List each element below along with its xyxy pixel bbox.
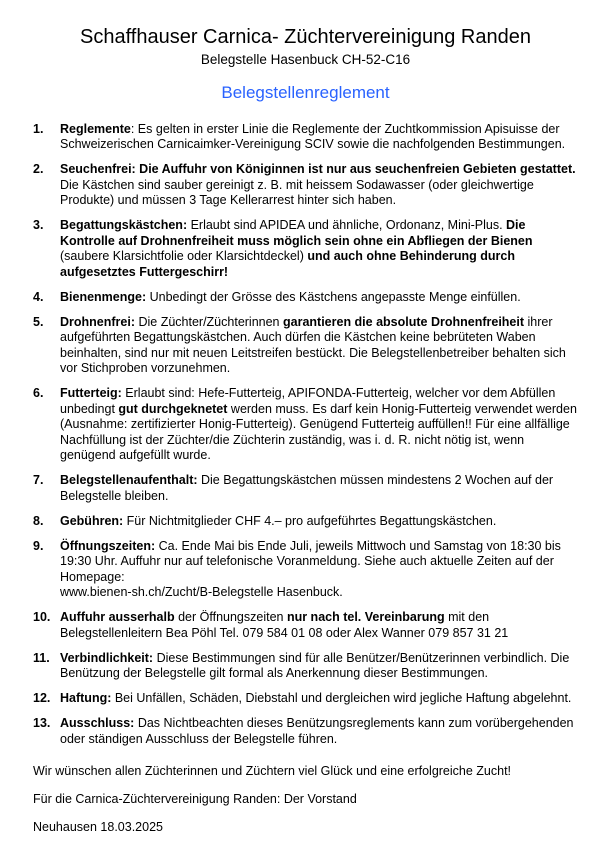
document-footer bbox=[33, 764, 578, 836]
rule-text-run: Erlaubt sind APIDEA und ähnliche, Ordonanz, Mini-Plus. bbox=[187, 218, 507, 233]
rule-item bbox=[33, 315, 578, 377]
rule-text-bold-run: nur nach tel. Vereinbarung bbox=[286, 610, 445, 625]
rules-list bbox=[33, 122, 578, 748]
rule-text-run: www.bienen-sh.ch/Zucht/B-Belegstelle Hasenbuck. bbox=[60, 585, 343, 600]
rule-item bbox=[33, 473, 578, 504]
rule-item bbox=[33, 691, 578, 707]
rule-text-run: der Öffnungszeiten bbox=[174, 610, 287, 625]
rule-text-bold-run: Ausschluss: bbox=[60, 716, 135, 731]
rule-item bbox=[33, 716, 578, 747]
rule-text bbox=[60, 218, 578, 280]
rule-item bbox=[33, 218, 578, 280]
rule-text-run: Erlaubt sind: Hefe-Futterteig, APIFONDA-Futterteig, welcher vor dem Abfüllen unbedingt bbox=[60, 386, 556, 416]
rule-text-bold-run: Reglemente bbox=[60, 121, 131, 136]
rule-item bbox=[33, 651, 578, 682]
rule-text bbox=[60, 162, 578, 209]
rule-text-run: Diese Bestimmungen sind für alle Benützer/Benützerinnen verbindlich. Die Benützung der Belegstelle gilt formal als Anerkennung dieser Bestimmungen. bbox=[60, 650, 570, 681]
rule-number: 11. bbox=[33, 650, 50, 665]
rule-number: 12. bbox=[33, 691, 51, 706]
rule-number: 6. bbox=[33, 386, 44, 401]
rule-text-run: Die Begattungskästchen müssen mindestens 2 Wochen auf der Belegstelle bleiben. bbox=[60, 473, 554, 503]
rule-text-bold-run: Die Kontrolle auf Drohnenfreiheit muss möglich sein ohne ein Abfliegen der Bienen bbox=[60, 218, 533, 248]
rule-item bbox=[33, 386, 578, 464]
rule-text-bold-run: Seuchenfrei: Die Auffuhr von Königinnen ist nur aus seuchenfreien Gebieten gestattet. bbox=[60, 162, 576, 177]
rule-item bbox=[33, 514, 578, 530]
section-heading: Belegstellenreglement bbox=[221, 82, 390, 102]
rule-item bbox=[33, 290, 578, 306]
rule-text-bold-run: Futterteig: bbox=[60, 386, 122, 401]
rule-text-bold-run: Gebühren: bbox=[60, 513, 124, 528]
rule-item bbox=[33, 122, 578, 153]
rule-text-bold-run: Auffuhr ausserhalb bbox=[60, 610, 175, 625]
rule-text-run: (saubere Klarsichtfolie oder Klarsichtdeckel) bbox=[60, 249, 308, 264]
rule-text-run: ihrer aufgeführten Begattungskästchen. Auch dürfen die Kästchen keine bebrüteten Waben beinhalten, sind nur mit neuen Leitstreifen bestückt. Die Belegstellenbetreiber behalten sich vor Stichproben vorzunehmen. bbox=[60, 314, 566, 376]
rule-text-bold-run: Drohnenfrei: bbox=[60, 314, 135, 329]
rule-text-run: : Es gelten in erster Linie die Reglemente der Zuchtkommission Apisuisse der Schweizerischen Carnicaimker-Vereinigung SCIV sowie die nachfolgenden Bestimmungen. bbox=[60, 121, 566, 152]
rule-text bbox=[60, 716, 578, 747]
rule-text-run: Unbedingt der Grösse des Kästchens angepasste Menge einfüllen. bbox=[146, 289, 521, 304]
rule-text-bold-run: Haftung: bbox=[60, 691, 112, 706]
rule-text-bold-run: Begattungskästchen: bbox=[60, 218, 188, 233]
document-title: Schaffhauser Carnica- Züchtervereinigung Randen bbox=[79, 26, 531, 48]
rule-number: 3. bbox=[33, 218, 44, 233]
rule-text-run: Die Züchter/Züchterinnen bbox=[135, 314, 283, 329]
rule-item bbox=[33, 610, 578, 641]
rule-number: 9. bbox=[33, 538, 44, 553]
closing-place-date: Neuhausen 18.03.2025 bbox=[33, 820, 163, 835]
rule-text-run: mit den Belegstellenleitern Bea Pöhl Tel. 079 584 01 08 oder Alex Wanner 079 857 31 21 bbox=[60, 610, 509, 640]
rule-text-run: werden muss. Es darf kein Honig-Futterteig verwendet werden (Ausnahme: zertifizierter Honig-Futterteig). Genügend Futterteig auffüllen!! Für eine allfällige Nachfüllung ist der Züchter/die Züchterin zuständig, was i. d. R. nicht nötig ist, wenn genügend aufgefüllt wurde. bbox=[60, 401, 577, 463]
rule-text-run: Die Kästchen sind sauber gereinigt z. B. mit heissem Sodawasser (oder gleichwertige Produkte) und müssen 3 Tage Kellerarrest hinter sich haben. bbox=[60, 177, 534, 208]
rule-number: 10. bbox=[33, 610, 51, 625]
rule-text-bold-run: garantieren die absolute Drohnenfreiheit bbox=[283, 314, 525, 329]
rule-text bbox=[60, 386, 578, 464]
rule-text-run: Das Nichtbeachten dieses Benützungsreglements kann zum vorübergehenden oder ständigen Ausschluss der Belegstelle führen. bbox=[60, 716, 574, 746]
rule-text-bold-run: Verbindlichkeit: bbox=[60, 650, 154, 665]
rule-number: 1. bbox=[33, 121, 44, 136]
rule-text bbox=[60, 473, 578, 504]
rule-text-run: Für Nichtmitglieder CHF 4.– pro aufgeführtes Begattungskästchen. bbox=[123, 513, 497, 528]
rule-number: 8. bbox=[33, 513, 44, 528]
rule-text-bold-run: und auch ohne Behinderung durch aufgesetztes Futtergeschirr! bbox=[60, 249, 515, 279]
rule-number: 2. bbox=[33, 162, 44, 177]
rule-text bbox=[60, 290, 578, 306]
rule-text-bold-run: gut durchgeknetet bbox=[118, 401, 228, 416]
rule-item bbox=[33, 539, 578, 601]
rule-text bbox=[60, 610, 578, 641]
rule-text bbox=[60, 691, 578, 707]
closing-wish: Wir wünschen allen Züchterinnen und Züchtern viel Glück und eine erfolgreiche Zucht! bbox=[33, 764, 512, 779]
rule-text-run: Ca. Ende Mai bis Ende Juli, jeweils Mittwoch und Samstag von 18:30 bis 19:30 Uhr. Auffuhr nur auf telefonische Voranmeldung. Siehe auch aktuelle Zeiten auf der Homepage: bbox=[60, 538, 561, 584]
rule-item bbox=[33, 162, 578, 209]
rule-text-bold-run: Belegstellenaufenthalt: bbox=[60, 473, 198, 488]
rule-number: 5. bbox=[33, 314, 44, 329]
rule-text bbox=[60, 514, 578, 530]
rule-text-run: Bei Unfällen, Schäden, Diebstahl und dergleichen wird jegliche Haftung abgelehnt. bbox=[111, 691, 572, 706]
rule-number: 7. bbox=[33, 473, 44, 488]
rule-number: 13. bbox=[33, 716, 51, 731]
rule-text bbox=[60, 539, 578, 601]
rule-text bbox=[60, 315, 578, 377]
rule-text bbox=[60, 651, 578, 682]
document-subtitle: Belegstelle Hasenbuck CH-52-C16 bbox=[200, 52, 411, 67]
closing-signature: Für die Carnica-Züchtervereinigung Randen: Der Vorstand bbox=[33, 792, 357, 807]
rule-text-bold-run: Bienenmenge: bbox=[60, 289, 147, 304]
rule-text bbox=[60, 122, 578, 153]
rule-number: 4. bbox=[33, 289, 44, 304]
rule-text-bold-run: Öffnungszeiten: bbox=[60, 538, 156, 553]
